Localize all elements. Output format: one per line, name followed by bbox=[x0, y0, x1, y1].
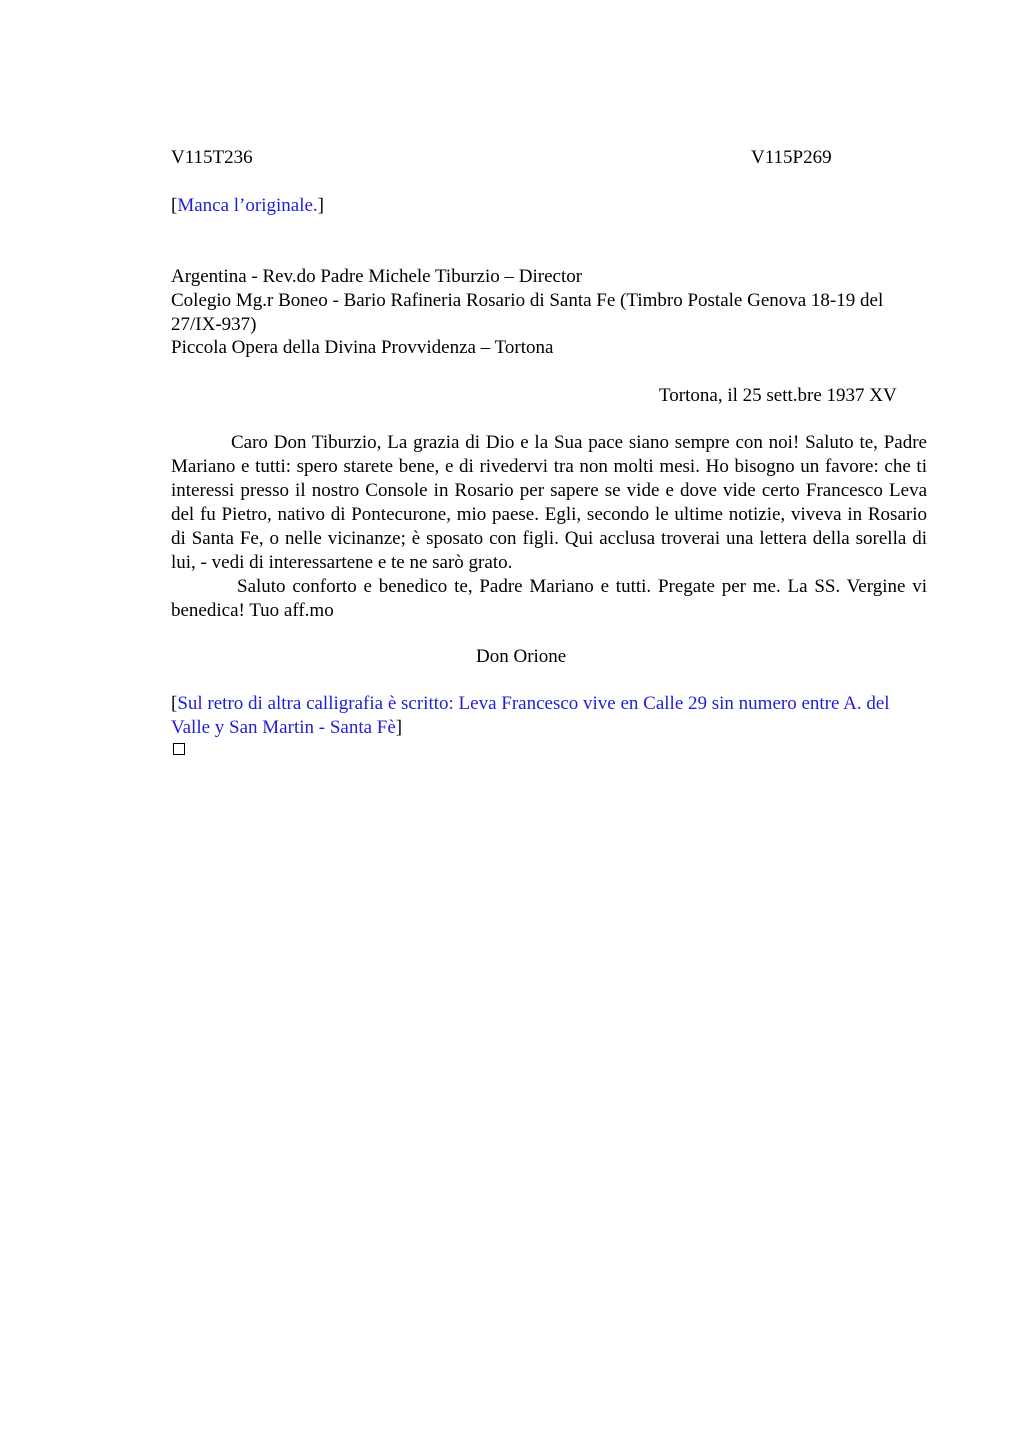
archive-reference-left: V115T236 bbox=[171, 147, 253, 168]
address-line-recipient: Argentina - Rev.do Padre Michele Tiburzio – Director bbox=[171, 266, 583, 287]
archive-reference-right: V115P269 bbox=[751, 147, 832, 168]
bracket-close: ] bbox=[395, 717, 403, 738]
address-line-sender: Piccola Opera della Divina Provvidenza – Tortona bbox=[171, 337, 554, 358]
letter-date: Tortona, il 25 sett.bre 1937 XV bbox=[659, 385, 897, 406]
bracket-open: [ bbox=[171, 195, 178, 216]
address-line-school: Colegio Mg.r Boneo - Bario Rafineria Rosario di Santa Fe (Timbro Postale Genova 18-19 del 27/IX-937) bbox=[171, 290, 884, 335]
bracket-open: [ bbox=[171, 693, 178, 714]
letter-closing-paragraph: Saluto conforto e benedico te, Padre Mariano e tutti. Pregate per me. La SS. Vergine vi benedica! Tuo aff.mo bbox=[171, 576, 927, 621]
editorial-note-top bbox=[171, 194, 324, 218]
editorial-note-bottom bbox=[171, 692, 931, 740]
editorial-note-text: Manca l’originale. bbox=[177, 195, 318, 216]
signature: Don Orione bbox=[476, 646, 567, 667]
empty-box-icon bbox=[173, 743, 185, 755]
editorial-note-text: Sul retro di altra calligrafia è scritto: Leva Francesco vive en Calle 29 sin numero entre A. del Valle y San Martin - Santa Fè bbox=[171, 693, 890, 738]
bracket-close: ] bbox=[317, 195, 324, 216]
letter-body-paragraph: Caro Don Tiburzio, La grazia di Dio e la Sua pace siano sempre con noi! Saluto te, Padre Mariano e tutti: spero starete bene, e di rivedervi tra non molti mesi. Ho bisogno un favore: che ti interessi presso il nostro Console in Rosario per sapere se vide e dove vide certo Francesco Leva del fu Pietro, nativo di Pontecurone, mio paese. Egli, secondo le ultime notizie, viveva in Rosario di Santa Fe, o nelle vicinanze; è sposato con figli. Qui acclusa troverai una lettera della sorella di lui, - vedi di interessartene e te ne sarò grato. bbox=[171, 432, 927, 573]
